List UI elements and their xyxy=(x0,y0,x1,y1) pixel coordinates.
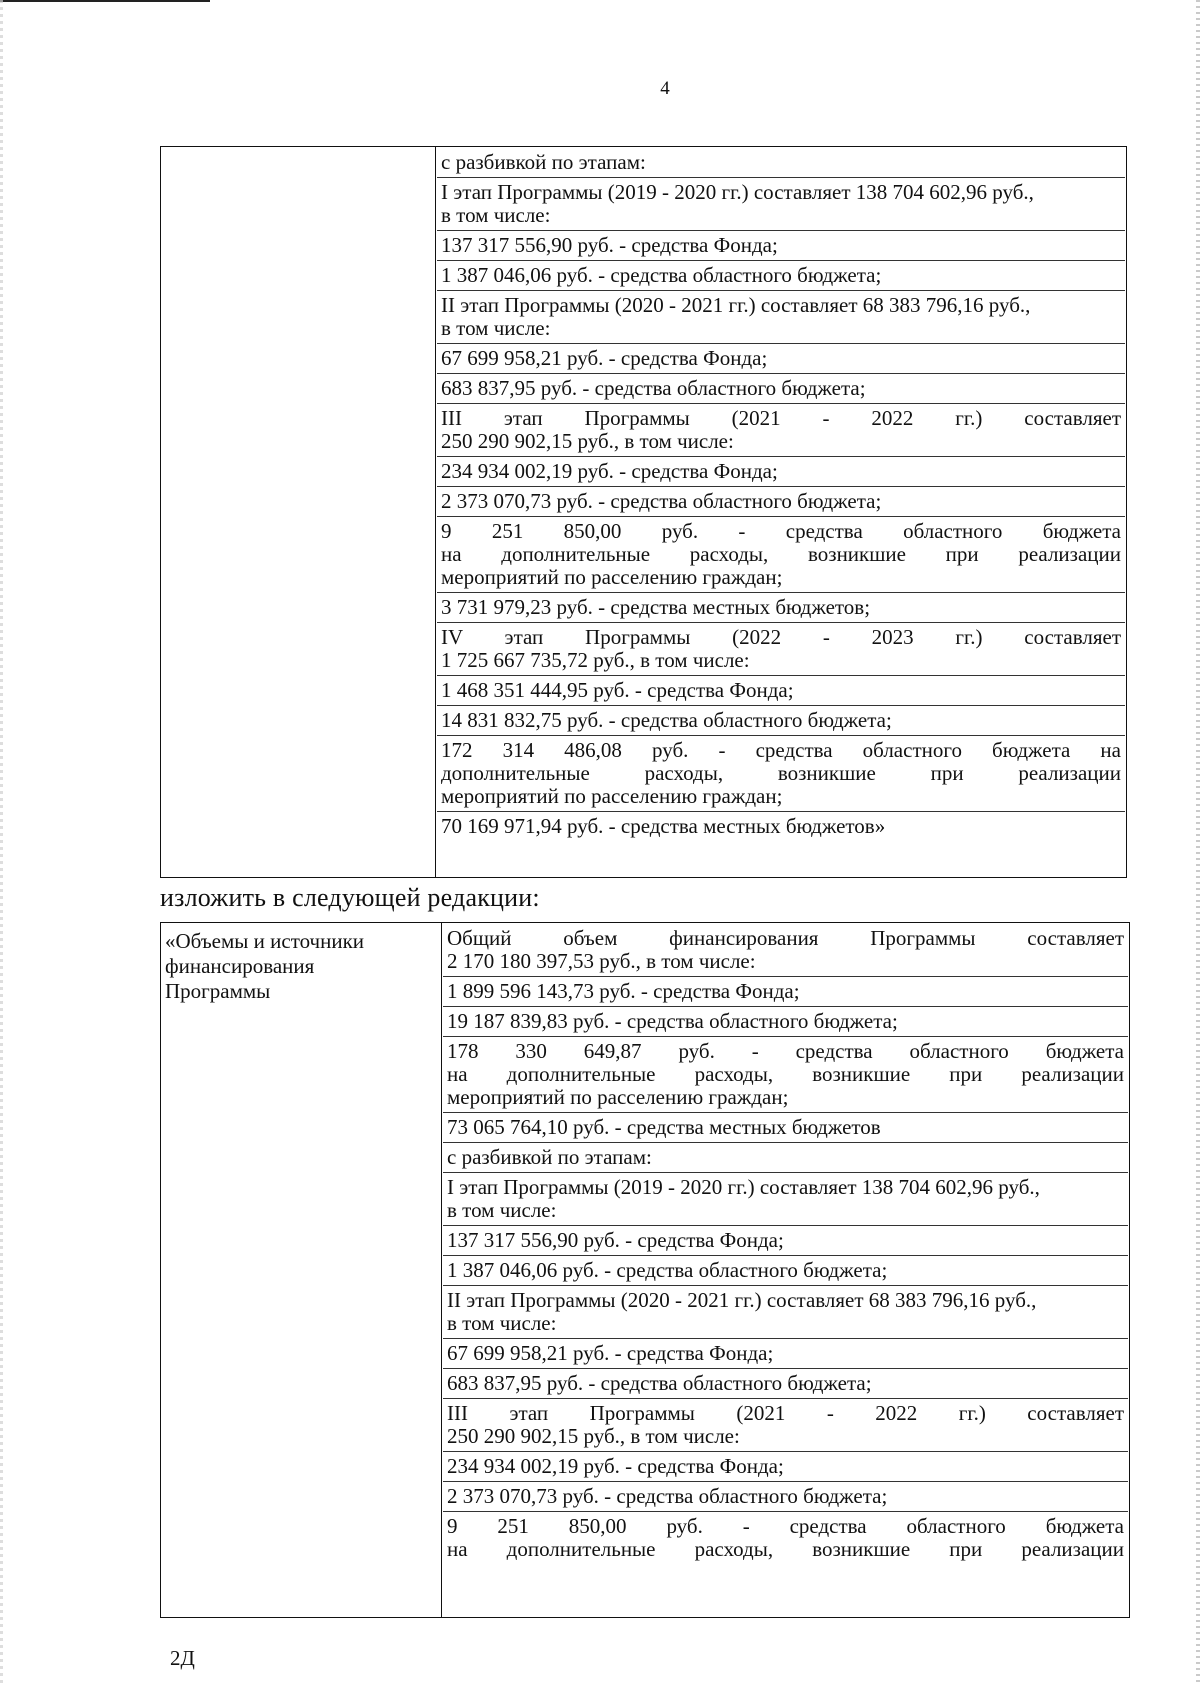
continuation-table-label-cell xyxy=(161,147,436,878)
row-line: 1 725 667 735,72 руб., в том числе: xyxy=(441,648,750,672)
table-row xyxy=(443,1452,1128,1482)
row-line: на дополнительные расходы, возникшие при реализации xyxy=(447,1537,1124,1561)
table-row xyxy=(443,977,1128,1007)
table-row xyxy=(443,1113,1128,1143)
row-line: мероприятий по расселению граждан; xyxy=(447,1085,789,1109)
row-line: 1 468 351 444,95 руб. - средства Фонда; xyxy=(441,678,794,702)
row-line: в том числе: xyxy=(447,1311,557,1335)
row-line: 19 187 839,83 руб. - средства областного бюджета; xyxy=(447,1009,898,1033)
funding-sources-label xyxy=(165,929,437,1004)
table-row xyxy=(443,1143,1128,1173)
amendment-intro-text: изложить в следующей редакции: xyxy=(160,883,540,912)
row-line: 2 373 070,73 руб. - средства областного бюджета; xyxy=(447,1484,888,1508)
row-line: Общий объем финансирования Программы составляет xyxy=(447,926,1124,950)
continuation-table xyxy=(160,146,1127,878)
table-row xyxy=(437,291,1125,344)
table-row xyxy=(437,517,1125,593)
row-line: 67 699 958,21 руб. - средства Фонда; xyxy=(441,346,768,370)
table-row xyxy=(443,1226,1128,1256)
row-line: мероприятий по расселению граждан; xyxy=(441,565,783,589)
row-line: дополнительные расходы, возникшие при реализации xyxy=(441,761,1121,785)
row-line: III этап Программы (2021 - 2022 гг.) составляет xyxy=(441,406,1121,430)
table-row xyxy=(437,706,1125,736)
table-row xyxy=(437,487,1125,517)
table-row xyxy=(437,404,1125,457)
row-line: с разбивкой по этапам: xyxy=(447,1145,652,1169)
row-line: 234 934 002,19 руб. - средства Фонда; xyxy=(441,459,778,483)
row-line: в том числе: xyxy=(447,1198,557,1222)
table-row xyxy=(437,178,1125,231)
row-line: 683 837,95 руб. - средства областного бюджета; xyxy=(447,1371,872,1395)
row-line: 172 314 486,08 руб. - средства областного бюджета на xyxy=(441,738,1121,762)
row-line: на дополнительные расходы, возникшие при реализации xyxy=(441,542,1121,566)
row-line: 70 169 971,94 руб. - средства местных бюджетов» xyxy=(441,814,886,838)
row-line: I этап Программы (2019 - 2020 гг.) составляет 138 704 602,96 руб., xyxy=(447,1175,1040,1199)
row-line: на дополнительные расходы, возникшие при реализации xyxy=(447,1062,1124,1086)
table-row xyxy=(443,924,1128,977)
row-line: II этап Программы (2020 - 2021 гг.) составляет 68 383 796,16 руб., xyxy=(447,1288,1037,1312)
row-line: 14 831 832,75 руб. - средства областного бюджета; xyxy=(441,708,892,732)
table-row xyxy=(443,1173,1128,1226)
row-line: 67 699 958,21 руб. - средства Фонда; xyxy=(447,1341,774,1365)
row-line: 1 387 046,06 руб. - средства областного бюджета; xyxy=(441,263,882,287)
table-row xyxy=(437,623,1125,676)
label-line: Программы xyxy=(165,979,271,1003)
row-line: III этап Программы (2021 - 2022 гг.) составляет xyxy=(447,1401,1124,1425)
row-line: 137 317 556,90 руб. - средства Фонда; xyxy=(441,233,778,257)
row-line: с разбивкой по этапам: xyxy=(441,150,646,174)
new-edition-label-cell xyxy=(161,923,442,1618)
table-row xyxy=(443,1482,1128,1512)
row-line: 3 731 979,23 руб. - средства местных бюджетов; xyxy=(441,595,871,619)
row-line: 2 373 070,73 руб. - средства областного бюджета; xyxy=(441,489,882,513)
continuation-table-content-cell xyxy=(436,147,1127,878)
row-line: I этап Программы (2019 - 2020 гг.) составляет 138 704 602,96 руб., xyxy=(441,180,1034,204)
row-line: 250 290 902,15 руб., в том числе: xyxy=(447,1424,740,1448)
table-row xyxy=(437,736,1125,812)
new-edition-rows xyxy=(443,924,1128,1564)
table-row xyxy=(437,457,1125,487)
row-line: 2 170 180 397,53 руб., в том числе: xyxy=(447,949,756,973)
row-line: 178 330 649,87 руб. - средства областного бюджета xyxy=(447,1039,1124,1063)
table-row xyxy=(437,148,1125,178)
scan-left-edge xyxy=(0,0,3,1686)
new-edition-content-cell xyxy=(442,923,1130,1618)
table-row xyxy=(443,1256,1128,1286)
row-line: 1 387 046,06 руб. - средства областного бюджета; xyxy=(447,1258,888,1282)
scan-edge-line xyxy=(0,0,210,2)
table-row xyxy=(437,231,1125,261)
row-line: 234 934 002,19 руб. - средства Фонда; xyxy=(447,1454,784,1478)
table-row xyxy=(443,1369,1128,1399)
table-row xyxy=(437,812,1125,841)
table-row xyxy=(437,593,1125,623)
table-row xyxy=(437,374,1125,404)
row-line: 250 290 902,15 руб., в том числе: xyxy=(441,429,734,453)
table-row xyxy=(443,1007,1128,1037)
scan-right-edge xyxy=(1196,0,1200,1686)
table-row xyxy=(443,1399,1128,1452)
row-line: IV этап Программы (2022 - 2023 гг.) составляет xyxy=(441,625,1121,649)
row-line: в том числе: xyxy=(441,316,551,340)
label-line: «Объемы и источники xyxy=(165,929,365,953)
row-line: 73 065 764,10 руб. - средства местных бюджетов xyxy=(447,1115,881,1139)
new-edition-table xyxy=(160,922,1130,1618)
table-row xyxy=(443,1339,1128,1369)
row-line: в том числе: xyxy=(441,203,551,227)
table-row xyxy=(443,1286,1128,1339)
table-row xyxy=(437,344,1125,374)
table-row xyxy=(443,1512,1128,1564)
row-line: 1 899 596 143,73 руб. - средства Фонда; xyxy=(447,979,800,1003)
table-row xyxy=(437,261,1125,291)
row-line: 683 837,95 руб. - средства областного бюджета; xyxy=(441,376,866,400)
label-line: финансирования xyxy=(165,954,315,978)
row-line: II этап Программы (2020 - 2021 гг.) составляет 68 383 796,16 руб., xyxy=(441,293,1031,317)
row-line: мероприятий по расселению граждан; xyxy=(441,784,783,808)
row-line: 9 251 850,00 руб. - средства областного бюджета xyxy=(441,519,1121,543)
row-line: 137 317 556,90 руб. - средства Фонда; xyxy=(447,1228,784,1252)
document-code: 2Д xyxy=(170,1646,195,1670)
page-number: 4 xyxy=(660,78,670,99)
row-line: 9 251 850,00 руб. - средства областного бюджета xyxy=(447,1514,1124,1538)
table-row xyxy=(443,1037,1128,1113)
table-row xyxy=(437,676,1125,706)
continuation-rows xyxy=(437,148,1125,841)
